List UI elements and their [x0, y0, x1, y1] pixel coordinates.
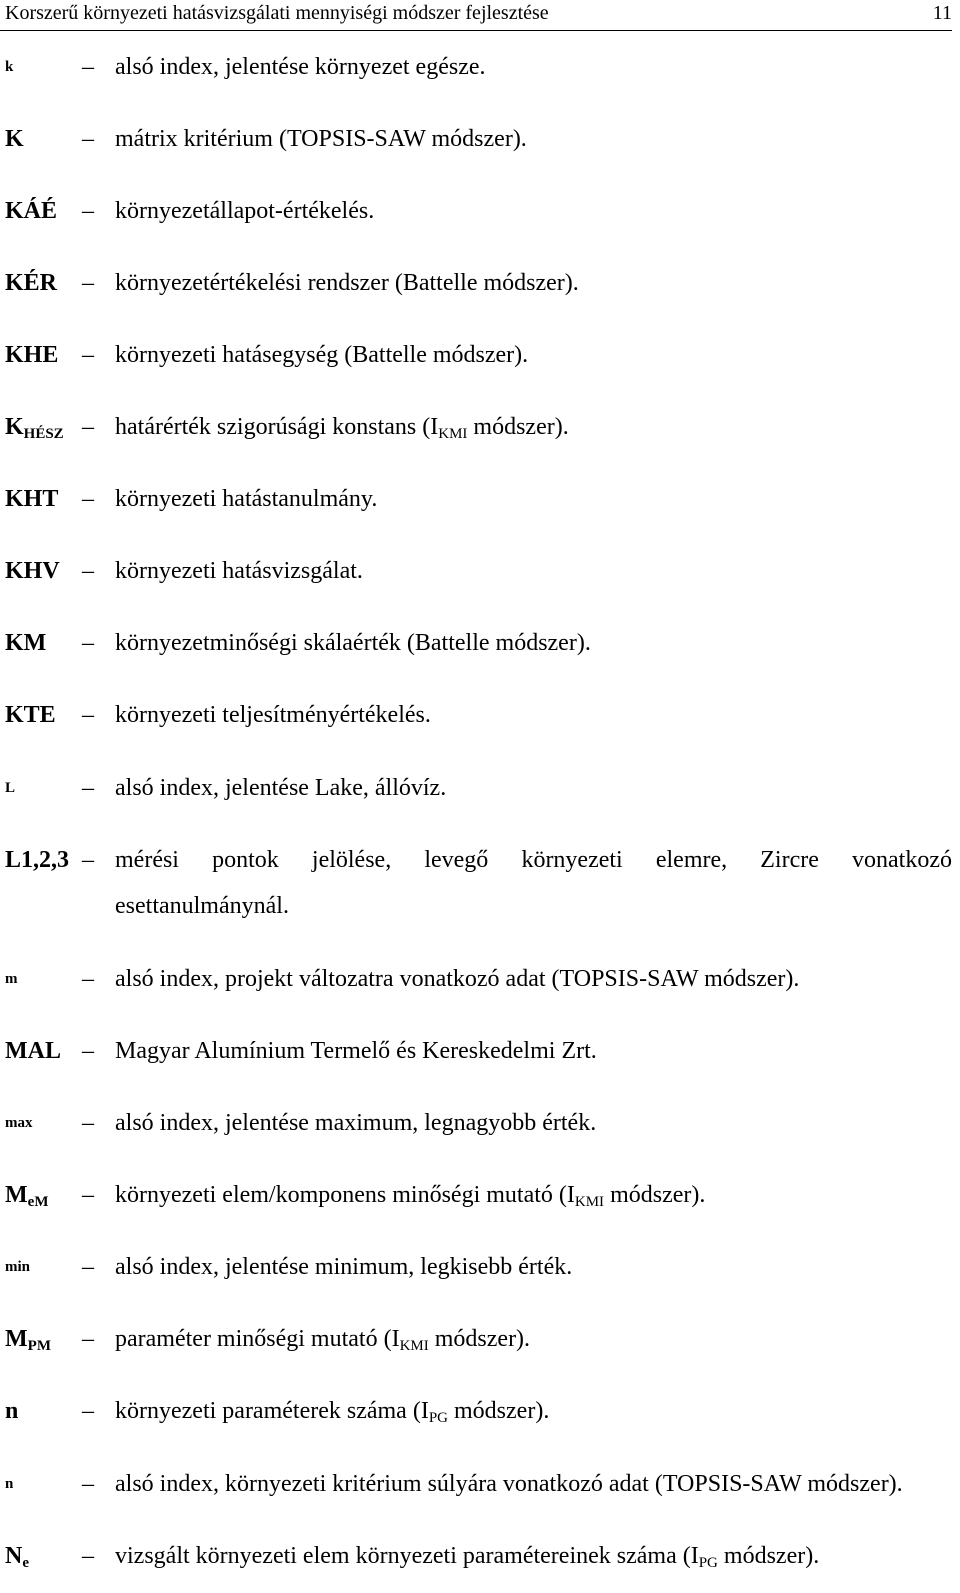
entry-definition: alsó index, jelentése maximum, legnagyobb érték. [115, 1110, 597, 1136]
entry-dash: – [82, 1254, 94, 1280]
entry-abbreviation: KM [5, 630, 47, 656]
entry-definition: Magyar Alumínium Termelő és Kereskedelmi Zrt. [115, 1038, 597, 1064]
entry-abbreviation: n [5, 1476, 14, 1492]
glossary-entry [0, 698, 952, 732]
entry-dash: – [82, 702, 94, 728]
entry-dash: – [82, 126, 94, 152]
glossary-entry [0, 1467, 952, 1501]
entry-dash: – [82, 1471, 94, 1497]
definition-text: paraméter minőségi mutató (I [115, 1326, 400, 1352]
definition-text: határérték szigorúsági konstans (I [115, 414, 439, 440]
definition-text-end: módszer). [428, 1326, 531, 1352]
entry-dash: – [82, 342, 94, 368]
entry-abbreviation: L1,2,3 [5, 847, 70, 873]
abbreviation-main: M [5, 1326, 28, 1352]
entry-abbreviation: KTE [5, 702, 56, 728]
glossary-entry [0, 266, 952, 300]
page-header [0, 0, 952, 31]
definition-subscript: KMI [574, 1194, 605, 1210]
entry-abbreviation: K [5, 126, 24, 152]
entry-dash: – [82, 1326, 94, 1352]
glossary-entry [0, 962, 952, 996]
definition-text: környezeti elem/komponens minőségi mutató (I [115, 1182, 575, 1208]
abbreviation-main: M [5, 1182, 28, 1208]
entry-definition-continuation: esettanulmánynál. [115, 893, 289, 919]
abbreviation-subscript: HÉSZ [23, 426, 64, 442]
glossary-entry [0, 1106, 952, 1140]
glossary-entry [0, 410, 952, 444]
entry-abbreviation: k [5, 59, 14, 75]
abbreviation-main: N [5, 1543, 23, 1569]
entry-abbreviation [5, 1178, 48, 1212]
entry-definition [115, 1394, 549, 1428]
entry-definition [115, 1178, 705, 1212]
definition-text: vizsgált környezeti elem környezeti paramétereinek száma (I [115, 1543, 699, 1569]
entry-definition [115, 1539, 819, 1573]
page-number: 11 [932, 2, 952, 24]
entry-definition: környezeti hatástanulmány. [115, 486, 378, 512]
definition-text-end: módszer). [604, 1182, 706, 1208]
glossary-entry [0, 771, 952, 805]
entry-definition: alsó index, jelentése minimum, legkisebb érték. [115, 1254, 573, 1280]
entry-abbreviation: KHE [5, 342, 59, 368]
entry-definition: környezetminőségi skálaérték (Battelle módszer). [115, 630, 591, 656]
definition-text-end: módszer). [467, 414, 569, 440]
entry-abbreviation: KÉR [5, 270, 58, 296]
entry-definition [115, 1322, 530, 1356]
entry-dash: – [82, 630, 94, 656]
entry-abbreviation: n [5, 1398, 19, 1424]
glossary-entry [0, 122, 952, 156]
definition-subscript: PG [698, 1555, 718, 1571]
glossary-entry [0, 1322, 952, 1356]
entry-dash: – [82, 54, 94, 80]
entry-definition: környezetállapot-értékelés. [115, 198, 375, 224]
abbreviation-subscript: PM [27, 1338, 51, 1354]
entry-dash: – [82, 775, 94, 801]
entry-abbreviation [5, 410, 64, 444]
entry-dash: – [82, 1543, 94, 1569]
entry-definition: alsó index, jelentése Lake, állóvíz. [115, 775, 447, 801]
glossary-entry [0, 1178, 952, 1212]
abbreviation-subscript: eM [27, 1194, 49, 1210]
entry-definition: alsó index, jelentése környezet egésze. [115, 54, 486, 80]
entry-abbreviation [5, 1539, 29, 1573]
glossary-entry [0, 1394, 952, 1428]
entry-dash: – [82, 414, 94, 440]
entry-dash: – [82, 1038, 94, 1064]
entry-abbreviation [5, 1322, 51, 1356]
entry-dash: – [82, 198, 94, 224]
glossary-entry [0, 482, 952, 516]
entry-dash: – [82, 847, 94, 873]
entry-dash: – [82, 558, 94, 584]
glossary-entry [0, 554, 952, 588]
entry-definition: alsó index, környezeti kritérium súlyára vonatkozó adat (TOPSIS-SAW módszer). [115, 1471, 903, 1497]
entry-definition: alsó index, projekt változatra vonatkozó adat (TOPSIS-SAW módszer). [115, 966, 800, 992]
entry-definition: környezeti hatásegység (Battelle módszer). [115, 342, 529, 368]
entry-dash: – [82, 486, 94, 512]
entry-definition: környezeti hatásvizsgálat. [115, 558, 363, 584]
entry-abbreviation: max [5, 1115, 33, 1131]
entry-abbreviation: MAL [5, 1038, 61, 1064]
entry-abbreviation: L [5, 780, 16, 796]
entry-dash: – [82, 1110, 94, 1136]
glossary-entry [0, 194, 952, 228]
definition-text-end: módszer). [717, 1543, 820, 1569]
definition-text: környezeti paraméterek száma (I [115, 1398, 429, 1424]
glossary-entry [0, 1539, 952, 1573]
abbreviation-main: K [5, 414, 24, 440]
glossary-entry [0, 338, 952, 372]
entry-abbreviation: m [5, 971, 18, 987]
definition-subscript: KMI [399, 1338, 429, 1354]
glossary-entry [0, 1250, 952, 1284]
entry-definition: mérési pontok jelölése, levegő környezeti elemre, Zircre vonatkozó [115, 847, 952, 873]
header-title: Korszerű környezeti hatásvizsgálati mennyiségi módszer fejlesztése [5, 2, 549, 24]
entry-abbreviation: KHT [5, 486, 59, 512]
entry-definition: környezetértékelési rendszer (Battelle módszer). [115, 270, 579, 296]
glossary-entry [0, 50, 952, 84]
entry-definition [115, 410, 569, 444]
definition-subscript: KMI [438, 426, 468, 442]
entry-dash: – [82, 1398, 94, 1424]
definition-subscript: PG [428, 1410, 449, 1426]
entry-abbreviation: KÁÉ [5, 198, 58, 224]
abbreviation-subscript: e [22, 1555, 30, 1571]
definition-text-end: módszer). [448, 1398, 550, 1424]
entry-dash: – [82, 966, 94, 992]
entry-definition: környezeti teljesítményértékelés. [115, 702, 431, 728]
glossary-entry [0, 626, 952, 660]
entry-abbreviation: KHV [5, 558, 60, 584]
entry-dash: – [82, 1182, 94, 1208]
entry-definition: mátrix kritérium (TOPSIS-SAW módszer). [115, 126, 527, 152]
glossary-entry [0, 1034, 952, 1068]
glossary-entry [0, 843, 952, 877]
entry-dash: – [82, 270, 94, 296]
entry-abbreviation: min [5, 1259, 31, 1275]
